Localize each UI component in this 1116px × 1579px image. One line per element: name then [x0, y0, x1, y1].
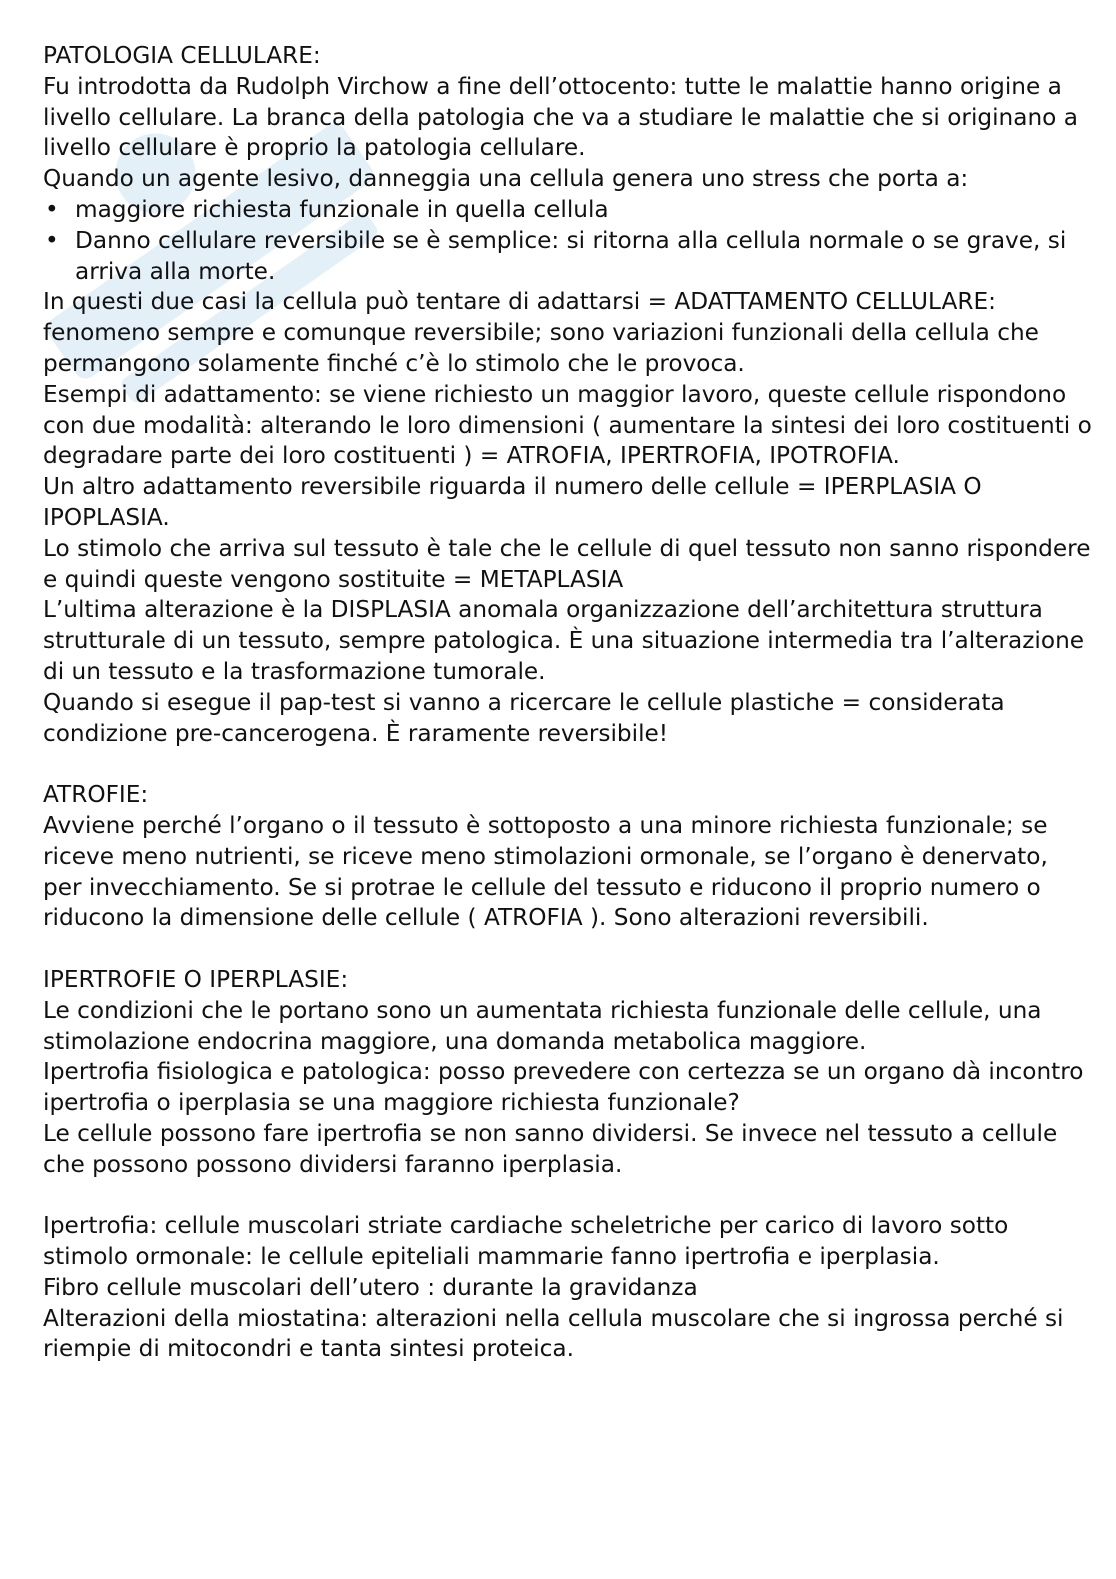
bullet-item: • maggiore richiesta funzionale in quella cellula [43, 195, 1093, 226]
paragraph-examples: Esempi di adattamento: se viene richiesto un maggior lavoro, queste cellule rispondono con due modalità: alterando le loro dimensioni ( aumentare la sintesi dei loro costituenti o degradare parte dei loro costituenti ) = ATROFIA, IPERTROFIA, IPOTROFIA. [43, 380, 1092, 470]
paragraph-myostatin: Alterazioni della miostatina: alterazioni nella cellula muscolare che si ingrossa perché si riempie di mitocondri e tanta sintesi proteica. [43, 1304, 1064, 1363]
paragraph-question: Ipertrofia fisiologica e patologica: posso prevedere con certezza se un organo dà incontro ipertrofia o iperplasia se una maggiore richiesta funzionale? [43, 1058, 1084, 1117]
paragraph-conditions: Le condizioni che le portano sono un aumentata richiesta funzionale delle cellule, una stimolazione endocrina maggiore, una domanda metabolica maggiore. [43, 996, 1042, 1055]
paragraph-muscle: Ipertrofia: cellule muscolari striate cardiache scheletriche per carico di lavoro sotto stimolo ormonale: le cellule epiteliali mammarie fanno ipertrofia e iperplasia. [43, 1212, 1009, 1271]
bullet-list [43, 195, 1093, 287]
paragraph-atrophy: Avviene perché l’organo o il tessuto è sottoposto a una minore richiesta funzionale; se riceve meno nutrienti, se riceve meno stimolazioni ormonale, se l’organo è denervato, per invecchiamento. Se si protrae le cellule del tessuto e riducono il proprio numero o riducono la dimensione delle cellule ( ATROFIA ). Sono alterazioni reversibili. [43, 811, 1048, 932]
paragraph-dysplasia: L’ultima alterazione è la DISPLASIA anomala organizzazione dell’architettura struttura strutturale di un tessuto, sempre patologica. È una situazione intermedia tra l’alterazione di un tessuto e la trasformazione tumorale. [43, 596, 1085, 685]
heading-atrofie: ATROFIE: [43, 781, 149, 809]
bullet-item: • Danno cellulare reversibile se è semplice: si ritorna alla cellula normale o se grave, si arriva alla morte. [43, 226, 1093, 288]
paragraph-adaptation: In questi due casi la cellula può tentare di adattarsi = ADATTAMENTO CELLULARE: fenomeno sempre e comunque reversibile; sono variazioni funzionali della cellula che permangono solamente finché c’è lo stimolo che le provoca. [43, 288, 1039, 377]
document-body [43, 41, 1093, 1365]
heading-patologia-cellulare: PATOLOGIA CELLULARE: [43, 42, 321, 69]
paragraph-stress: Quando un agente lesivo, danneggia una cellula genera uno stress che porta a: [43, 165, 969, 193]
heading-ipertrofie: IPERTROFIE O IPERPLASIE: [43, 965, 349, 993]
paragraph-intro: Fu introdotta da Rudolph Virchow a fine dell’ottocento: tutte le malattie hanno origine a livello cellulare. La branca della patologia che va a studiare le malattie che si originano a livello cellulare è proprio la patologia cellulare. [43, 72, 1078, 162]
paragraph-paptest: Quando si esegue il pap-test si vanno a ricercare le cellule plastiche = considerata condizione pre-cancerogena. È raramente reversibile! [43, 688, 1005, 747]
paragraph-uterus: Fibro cellule muscolari dell’utero : durante la gravidanza [43, 1273, 698, 1301]
paragraph-division: Le cellule possono fare ipertrofia se non sanno dividersi. Se invece nel tessuto a cellule che possono possono dividersi faranno iperplasia. [43, 1119, 1058, 1178]
paragraph-number: Un altro adattamento reversibile riguarda il numero delle cellule = IPERPLASIA O IPOPLASIA. [43, 473, 982, 531]
paragraph-metaplasia: Lo stimolo che arriva sul tessuto è tale che le cellule di quel tessuto non sanno rispondere e quindi queste vengono sostituite = METAPLASIA [43, 534, 1091, 593]
